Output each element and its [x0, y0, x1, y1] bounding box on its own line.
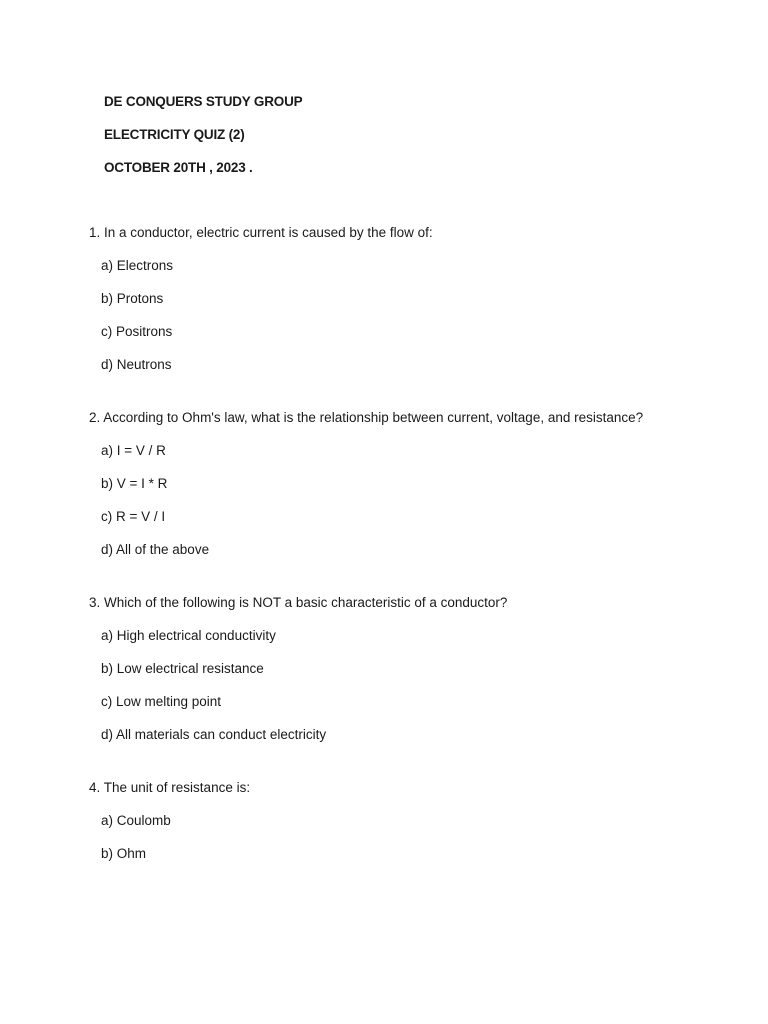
question-text: 3. Which of the following is NOT a basic characteristic of a conductor? — [89, 595, 508, 610]
option-c: c) Low melting point — [101, 694, 222, 709]
option-c: c) Positrons — [101, 324, 173, 339]
quiz-title: ELECTRICITY QUIZ (2) — [104, 127, 245, 142]
study-group-name: DE CONQUERS STUDY GROUP — [104, 94, 303, 109]
document-header — [104, 92, 302, 191]
option-b: b) Protons — [101, 291, 164, 306]
option-a: a) High electrical conductivity — [101, 628, 276, 643]
option-b: b) V = I * R — [101, 476, 168, 491]
question-4 — [89, 778, 643, 864]
option-d: d) All of the above — [101, 542, 210, 557]
option-a: a) Coulomb — [101, 813, 171, 828]
question-3 — [89, 593, 643, 745]
option-a: a) Electrons — [101, 258, 174, 273]
option-c: c) R = V / I — [101, 509, 166, 524]
option-a: a) I = V / R — [101, 443, 166, 458]
question-2 — [89, 408, 643, 560]
question-text: 4. The unit of resistance is: — [89, 780, 251, 795]
quiz-body — [89, 223, 643, 897]
option-d: d) All materials can conduct electricity — [101, 727, 327, 742]
option-b: b) Ohm — [101, 846, 147, 861]
option-b: b) Low electrical resistance — [101, 661, 264, 676]
quiz-date: OCTOBER 20TH , 2023 . — [104, 160, 253, 175]
question-text: 2. According to Ohm's law, what is the relationship between current, voltage, and resistance? — [89, 410, 644, 425]
question-1 — [89, 223, 643, 375]
option-d: d) Neutrons — [101, 357, 172, 372]
question-text: 1. In a conductor, electric current is caused by the flow of: — [89, 225, 433, 240]
